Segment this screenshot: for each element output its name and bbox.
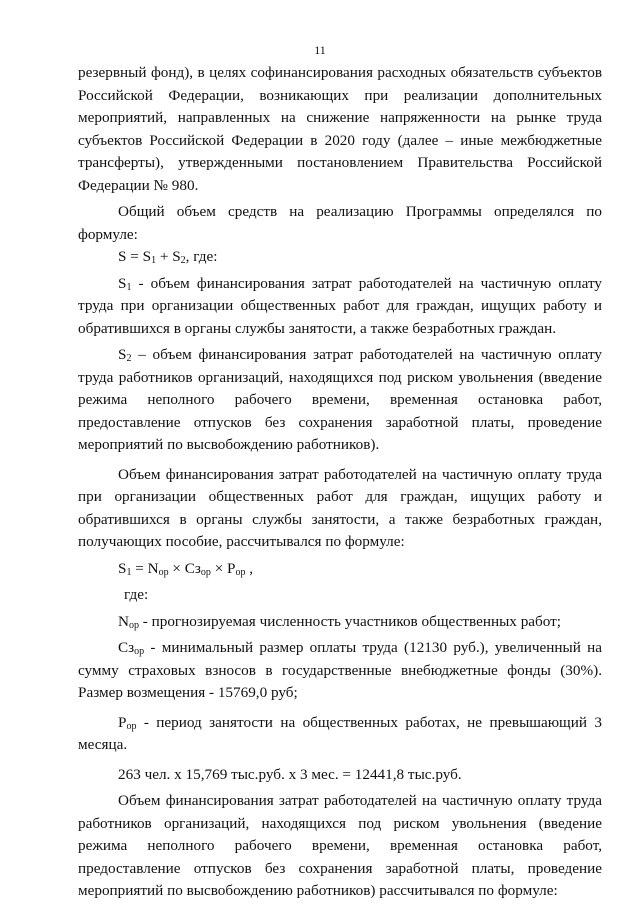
definition-pop: $P_{ор}$ - период занятости на общественных работах, не превышающий 3 месяца. (78, 713, 602, 753)
definition-nop: $N_{ор}$ - прогнозируемая численность участников общественных работ; (118, 612, 561, 631)
formula-s1: $S_1 = N_{ор} \times Сз_{ор} \times P_{ор}$ , (118, 559, 254, 578)
paragraph-continuation: резервный фонд), в целях софинансирования расходных обязательств субъектов Российской Федерации, возникающих при реализации дополнительных мероприятий, направленных на снижение напряженности на рынке труда субъектов Российской Федерации в 2020 году (далее – иные межбюджетные трансферты), утвержденными постановлением Правительства Российской Федерации № 980. (78, 64, 602, 194)
definition-czop: $Сз_{ор}$ - минимальный размер оплаты труда (12130 руб.), увеличенный на сумму страховых взносов в государственные внебюджетные фонды (30%). Размер возмещения - 15769,0 руб; (78, 639, 602, 701)
definition-s2: $S_2$ – объем финансирования затрат работодателей на частичную оплату труда работников организаций, находящихся под риском увольнения (введение режима неполного рабочего времени, временная остановка работ, предоставление отпусков без сохранения заработной платы, проведение мероприятий по высвобождению работников). (78, 346, 602, 453)
document-body (78, 62, 602, 903)
where-label: где: (124, 586, 149, 603)
calculation-result: 263 чел. х 15,769 тыс.руб. х 3 мес. = 12441,8 тыс.руб. (118, 765, 462, 783)
formula-total: $S = S_1 + S_2$, где: (118, 248, 218, 266)
paragraph-risk-workers: Объем финансирования затрат работодателей на частичную оплату труда работников организаций, находящихся под риском увольнения (введение режима неполного рабочего времени, временная остановка работ, предоставление отпусков без сохранения заработной платы, проведение мероприятий по высвобождению работников) рассчитывался по формуле: (78, 792, 602, 899)
definition-s1: $S_1$ - объем финансирования затрат работодателей на частичную оплату труда при организации общественных работ для граждан, ищущих работу и обратившихся в органы службы занятости, а также безработных граждан. (78, 274, 602, 337)
paragraph-total-volume: Общий объем средств на реализацию Программы определялся по формуле: (78, 203, 602, 243)
page-number: 11 (314, 43, 326, 57)
paragraph-public-works: Объем финансирования затрат работодателей на частичную оплату труда при организации общественных работ для граждан, ищущих работу и обратившихся в органы службы занятости, а также безработных граждан, получающих пособие, рассчитывался по формуле: (78, 465, 602, 550)
